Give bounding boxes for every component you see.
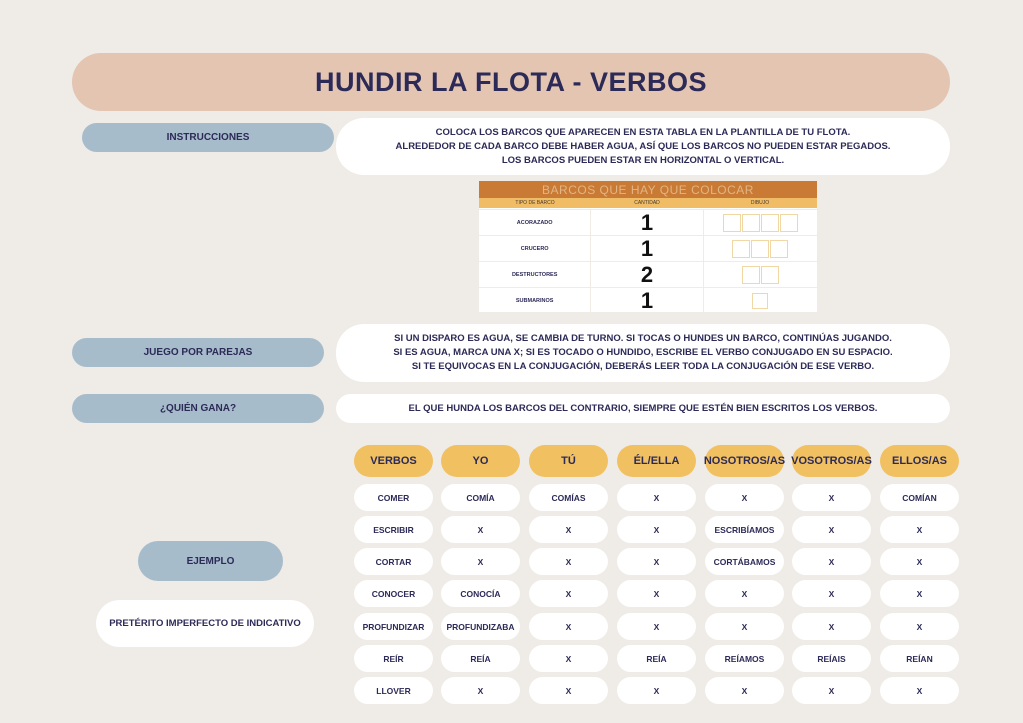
verb-name-cell: PROFUNDIZAR	[354, 613, 433, 640]
conjugation-cell: REÍA	[617, 645, 696, 672]
ships-header-drawing: DIBUJO	[750, 200, 770, 206]
verbs-header-cell: YO	[441, 445, 520, 477]
ship-cell	[732, 240, 750, 258]
ship-row	[479, 235, 817, 261]
conjugation-cell: REÍAN	[880, 645, 959, 672]
pairs-line: SI TE EQUIVOCAS EN LA CONJUGACIÓN, DEBERÁS LEER TODA LA CONJUGACIÓN DE ESE VERBO.	[411, 361, 875, 372]
verb-name-cell: CORTAR	[354, 548, 433, 575]
conjugation-cell: X	[792, 613, 871, 640]
conjugation-cell: CONOCÍA	[441, 580, 520, 607]
instructions-line: LOS BARCOS PUEDEN ESTAR EN HORIZONTAL O VERTICAL.	[501, 154, 785, 166]
ship-drawing	[704, 288, 817, 313]
ship-cell	[742, 214, 760, 232]
conjugation-cell: X	[617, 613, 696, 640]
verbs-header-cell: NOSOTROS/AS	[705, 445, 784, 477]
ship-type: CRUCERO	[479, 236, 591, 261]
conjugation-cell: CORTÁBAMOS	[705, 548, 784, 575]
winner-line: EL QUE HUNDA LOS BARCOS DEL CONTRARIO, SIEMPRE QUE ESTÉN BIEN ESCRITOS LOS VERBOS.	[408, 402, 878, 414]
conjugation-cell: PROFUNDIZABA	[441, 613, 520, 640]
ship-cell	[723, 214, 741, 232]
conjugation-cell: X	[705, 677, 784, 704]
conjugation-cell: X	[880, 580, 959, 607]
conjugation-cell: X	[529, 677, 608, 704]
ship-cell	[780, 214, 798, 232]
conjugation-cell: COMÍAN	[880, 484, 959, 511]
ship-drawing	[704, 236, 817, 261]
ship-quantity: 1	[591, 288, 703, 313]
conjugation-cell: X	[617, 677, 696, 704]
verb-name-cell: COMER	[354, 484, 433, 511]
conjugation-cell: X	[441, 516, 520, 543]
conjugation-cell: COMÍAS	[529, 484, 608, 511]
instructions-line: ALREDEDOR DE CADA BARCO DEBE HABER AGUA, ASÍ QUE LOS BARCOS NO PUEDEN ESTAR PEGADOS.	[395, 140, 891, 152]
verbs-header-cell: TÚ	[529, 445, 608, 477]
ship-cell	[761, 214, 779, 232]
conjugation-cell: X	[441, 548, 520, 575]
example-label: EJEMPLO	[138, 541, 283, 581]
conjugation-cell: X	[705, 613, 784, 640]
conjugation-cell: X	[792, 548, 871, 575]
pairs-line: SI ES AGUA, MARCA UNA X; SI ES TOCADO O HUNDIDO, ESCRIBE EL VERBO CONJUGADO EN SU ESPACIO.	[393, 347, 893, 358]
verb-name-cell: LLOVER	[354, 677, 433, 704]
ship-quantity: 2	[591, 262, 703, 287]
verbs-header-cell: ELLOS/AS	[880, 445, 959, 477]
pairs-line: SI UN DISPARO ES AGUA, SE CAMBIA DE TURNO. SI TOCAS O HUNDES UN BARCO, CONTINÚAS JUGANDO.	[394, 333, 892, 344]
instructions-text	[336, 118, 950, 175]
ship-type: ACORAZADO	[479, 210, 591, 235]
conjugation-cell: X	[529, 613, 608, 640]
ship-cell	[761, 266, 779, 284]
verbs-header-cell: VERBOS	[354, 445, 433, 477]
conjugation-cell: REÍAMOS	[705, 645, 784, 672]
conjugation-cell: X	[792, 516, 871, 543]
verb-name-cell: REÍR	[354, 645, 433, 672]
ship-drawing	[704, 210, 817, 235]
conjugation-cell: X	[792, 484, 871, 511]
conjugation-cell: X	[617, 548, 696, 575]
conjugation-cell: X	[792, 677, 871, 704]
conjugation-cell: X	[880, 613, 959, 640]
ship-row	[479, 287, 817, 313]
conjugation-cell: X	[617, 516, 696, 543]
verbs-header-cell: VOSOTROS/AS	[792, 445, 871, 477]
conjugation-cell: X	[792, 580, 871, 607]
verb-name-cell: CONOCER	[354, 580, 433, 607]
conjugation-cell: X	[529, 516, 608, 543]
ships-header-type: TIPO DE BARCO	[515, 200, 555, 206]
ships-table-header	[479, 198, 817, 208]
pairs-label: JUEGO POR PAREJAS	[72, 338, 324, 367]
ship-drawing	[704, 262, 817, 287]
ship-cell	[770, 240, 788, 258]
ship-row	[479, 209, 817, 235]
ship-cell	[752, 293, 768, 309]
conjugation-cell: ESCRIBÍAMOS	[705, 516, 784, 543]
ships-header-qty: CANTIDAD	[634, 200, 660, 206]
winner-text	[336, 394, 950, 423]
winner-label: ¿QUIÉN GANA?	[72, 394, 324, 423]
pairs-text	[336, 324, 950, 382]
ships-table-title: BARCOS QUE HAY QUE COLOCAR	[479, 181, 817, 198]
conjugation-cell: X	[441, 677, 520, 704]
ship-row	[479, 261, 817, 287]
ship-type: DESTRUCTORES	[479, 262, 591, 287]
conjugation-cell: X	[880, 677, 959, 704]
instructions-label: INSTRUCCIONES	[82, 123, 334, 152]
conjugation-cell: COMÍA	[441, 484, 520, 511]
tense-label	[96, 600, 314, 647]
instructions-line: COLOCA LOS BARCOS QUE APARECEN EN ESTA TABLA EN LA PLANTILLA DE TU FLOTA.	[435, 126, 851, 138]
page-title: HUNDIR LA FLOTA - VERBOS	[72, 53, 950, 111]
conjugation-cell: REÍA	[441, 645, 520, 672]
conjugation-cell: REÍAIS	[792, 645, 871, 672]
conjugation-cell: X	[617, 580, 696, 607]
ships-table	[479, 181, 817, 312]
ship-quantity: 1	[591, 210, 703, 235]
ship-cell	[751, 240, 769, 258]
ship-type: SUBMARINOS	[479, 288, 591, 313]
conjugation-cell: X	[617, 484, 696, 511]
conjugation-cell: X	[880, 548, 959, 575]
ship-quantity: 1	[591, 236, 703, 261]
conjugation-cell: X	[705, 580, 784, 607]
conjugation-cell: X	[529, 548, 608, 575]
conjugation-cell: X	[529, 645, 608, 672]
conjugation-cell: X	[705, 484, 784, 511]
conjugation-cell: X	[880, 516, 959, 543]
verb-name-cell: ESCRIBIR	[354, 516, 433, 543]
tense-text: PRETÉRITO IMPERFECTO DE INDICATIVO	[109, 617, 301, 629]
ship-cell	[742, 266, 760, 284]
conjugation-cell: X	[529, 580, 608, 607]
verbs-header-cell: ÉL/ELLA	[617, 445, 696, 477]
